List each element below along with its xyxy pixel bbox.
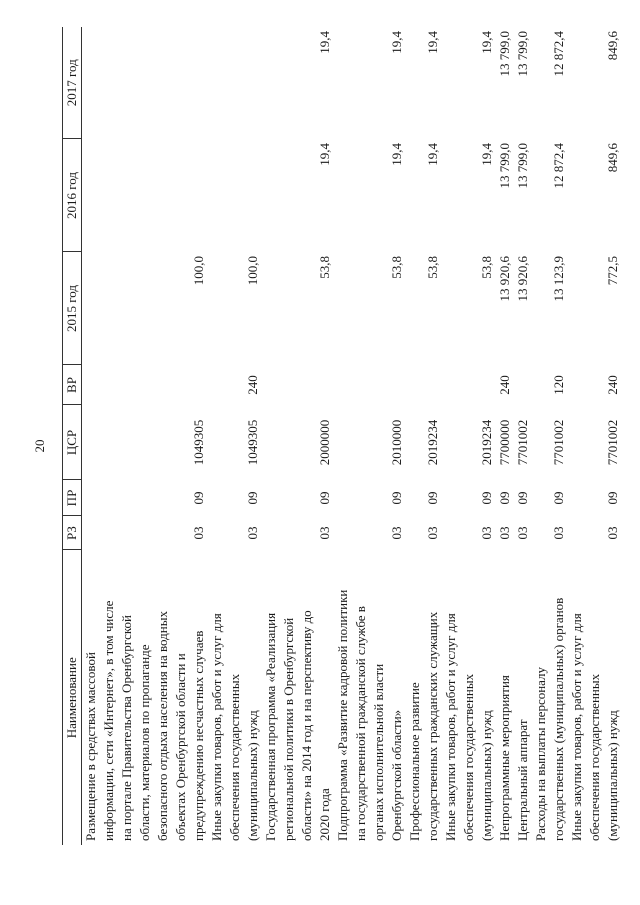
rotated-page-content — [62, 27, 620, 845]
cell-pr: 09 — [191, 491, 206, 505]
cell-pr: 09 — [245, 491, 260, 505]
cell-name: Иные закупки товаров, работ и услуг для обеспечения государственных (муниципальных) нужд Непрограммные мероприятия Центральный аппарат — [443, 613, 530, 841]
cell-2015: 53,8 — [425, 256, 440, 279]
cell-2017: 19,4 13 799,0 13 799,0 — [479, 31, 530, 77]
cell-csr: 2019234 — [425, 419, 440, 466]
cell-vr — [334, 365, 406, 405]
table-row — [406, 27, 442, 845]
cell-2017: 12 872,4 — [551, 31, 566, 77]
cell-2017 — [208, 27, 262, 139]
header-2015: 2015 год — [63, 252, 82, 365]
cell-csr: 2019234 7700000 7701002 — [479, 419, 530, 466]
cell-pr: 09 — [551, 491, 566, 505]
budget-table — [62, 27, 624, 845]
cell-2017: 849,6 — [605, 31, 620, 61]
cell-vr — [406, 365, 442, 405]
cell-2015: 53,8 13 920,6 13 920,6 — [479, 256, 530, 302]
cell-name: Государственная программа «Реализация региональной политики в Оренбургской области» на 2014 год и на перспективу до 2020 года — [263, 610, 332, 841]
cell-pr: 09 — [317, 491, 332, 505]
cell-2016 — [82, 139, 209, 252]
cell-2015: 100,0 — [191, 256, 206, 286]
cell-csr: 2000000 — [317, 419, 332, 466]
cell-name: Подпрограмма «Развитие кадровой политики на государственной гражданской службе в органах исполнительной власти Оренбургской области» — [335, 589, 404, 841]
cell-2016 — [208, 139, 262, 252]
cell-csr: 7701002 — [605, 419, 620, 466]
cell-2016: 19,4 — [317, 143, 332, 166]
page-number: 20 — [32, 439, 47, 453]
table-row — [82, 27, 209, 845]
cell-rz: 03 — [245, 526, 260, 540]
cell-2015: 772,5 — [605, 256, 620, 286]
cell-name: Иные закупки товаров, работ и услуг для обеспечения государственных (муниципальных) нужд — [569, 613, 620, 841]
cell-name: Размещение в средствах массовой информации, сети «Интернет», в том числе на портале Правительства Оренбургской области, материалов по пропаганде безопасного отдыха населения на водных объектах Оренбургской области и предупреждению несчастных случаев — [83, 600, 206, 841]
cell-csr: 1049305 — [191, 419, 206, 466]
cell-csr: 2010000 — [389, 419, 404, 466]
cell-2016: 19,4 13 799,0 13 799,0 — [479, 143, 530, 189]
header-pr: ПР — [63, 480, 82, 516]
header-2016: 2016 год — [63, 139, 82, 252]
cell-2016: 19,4 — [389, 143, 404, 166]
table-row — [532, 27, 568, 845]
header-2017: 2017 год — [63, 27, 82, 139]
cell-pr: 09 — [425, 491, 440, 505]
header-vr: ВР — [63, 365, 82, 405]
cell-2016: 12 872,4 — [551, 143, 566, 189]
cell-2017: 19,4 — [389, 31, 404, 54]
cell-vr — [262, 365, 334, 405]
cell-vr: 240 — [497, 375, 512, 395]
cell-pr: 09 09 09 — [479, 491, 530, 505]
cell-csr: 1049305 — [245, 419, 260, 466]
cell-pr: 09 — [389, 491, 404, 505]
cell-rz: 03 03 03 — [479, 526, 530, 540]
cell-csr: 7701002 — [551, 419, 566, 466]
cell-rz: 03 — [317, 526, 332, 540]
cell-name: Расходы на выплаты персоналу государственных (муниципальных) органов — [533, 597, 566, 841]
cell-rz: 03 — [425, 526, 440, 540]
cell-2017 — [82, 27, 209, 139]
cell-vr — [82, 365, 209, 405]
cell-2017: 19,4 — [425, 31, 440, 54]
cell-2015: 53,8 — [389, 256, 404, 279]
cell-vr: 240 — [605, 375, 620, 395]
cell-2017: 19,4 — [317, 31, 332, 54]
header-name: Наименование — [63, 550, 82, 845]
cell-name: Профессиональное развитие государственных гражданских служащих — [407, 611, 440, 841]
table-row — [208, 27, 262, 845]
cell-vr: 120 — [551, 375, 566, 395]
header-csr: ЦСР — [63, 405, 82, 480]
cell-vr: 240 — [245, 375, 260, 395]
table-row — [442, 27, 532, 845]
table-row — [334, 27, 406, 845]
table-header-row — [63, 27, 82, 845]
cell-pr: 09 — [605, 491, 620, 505]
cell-2016: 849,6 — [605, 143, 620, 173]
cell-rz: 03 — [389, 526, 404, 540]
cell-2016: 19,4 — [425, 143, 440, 166]
cell-rz: 03 — [605, 526, 620, 540]
table-row — [262, 27, 334, 845]
header-rz: РЗ — [63, 516, 82, 550]
cell-rz: 03 — [551, 526, 566, 540]
cell-2015: 13 123,9 — [551, 256, 566, 302]
cell-2015: 100,0 — [245, 256, 260, 286]
cell-2015: 53,8 — [317, 256, 332, 279]
cell-name: Иные закупки товаров, работ и услуг для обеспечения государственных (муниципальных) нужд — [209, 613, 260, 841]
cell-rz: 03 — [191, 526, 206, 540]
table-row — [568, 27, 624, 845]
